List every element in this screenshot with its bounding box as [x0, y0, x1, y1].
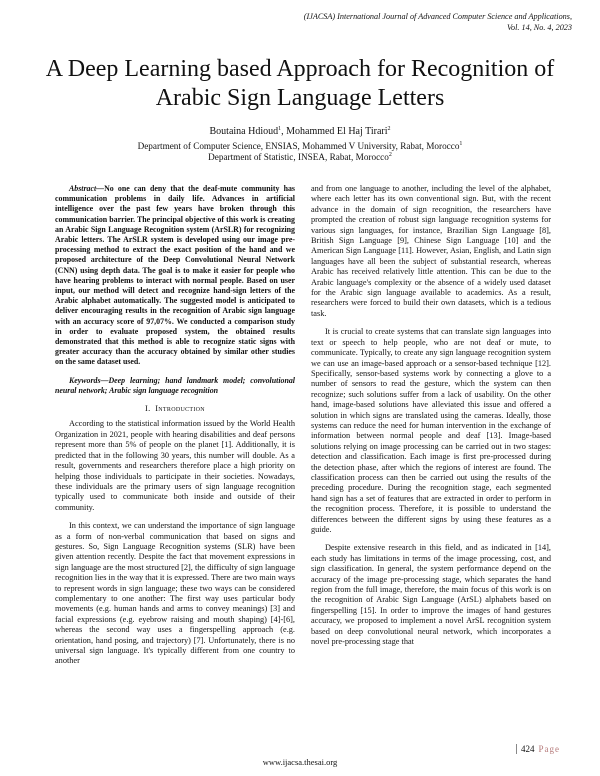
abstract: [55, 184, 295, 368]
journal-header: [212, 12, 572, 33]
affiliation-2-text: Department of Statistic, INSEA, Rabat, Morocco: [208, 152, 389, 162]
footer-url[interactable]: www.ijacsa.thesai.org: [262, 757, 338, 767]
author-separator: ,: [281, 126, 287, 137]
abstract-body: No one can deny that the deaf-mute community has communication problems in daily life. Advances in artificial intelligence over the past few years have broken through this communication barrier. The principal objective of this work is creating an Arabic Sign Language Recognition system (ArSLR) for recognizing Arabic letters. The ArSLR system is developed using our image pre-processing method to extract the exact position of the hand and we proposed architecture of the Deep Convolutional Neural Network (CNN) using depth data. The goal is to make it easier for people who have hearing problems to interact with normal people. Based on user input, our method will detect and recognize hand-sign letters of the Arabic alphabet automatically. The suggested model is anticipated to deliver encouraging results in the recognition of Arabic sign language with an accuracy score of 97,07%. We conducted a comparison study in order to evaluate proposed system, the obtained results demonstrated that this method is able to recognize static signs with greater accuracy than the accuracy obtained by similar other studies on the same dataset used.: [55, 184, 295, 367]
intro-paragraph-2: In this context, we can understand the importance of sign language as a form of non-verbal communication that based on signs and gestures. So, Sign Language Recognition systems (SLR) have been given attention recently. Despite the fact that movement expressions in sign language are the most structured [2], the difficulty of sign language recognition lies in the way that it is expressed. There are two main ways to represent words in sign language; these two ways can be considered complementary to one another: The first way uses particular body movements (e.g. human hands and arms to convey meanings) [3] and facial expressions (e.g. eyebrow raising and mouth shaping) [4]-[6], whereas the second way uses a fingerspelling approach (e.g. orientation, hand posing, and trajectory) [7]. Unfortunately, there is no universal sign language. It's typically different from one country to another: [55, 521, 295, 666]
left-column: [55, 184, 295, 675]
section-title: Introduction: [155, 404, 205, 414]
affiliation-1-mark: 1: [459, 141, 463, 147]
affiliation-1-text: Department of Computer Science, ENSIAS, Mohammed V University, Rabat, Morocco: [137, 141, 460, 151]
page-number-box: [516, 744, 560, 754]
page-label: Page: [538, 744, 560, 754]
keywords: [55, 376, 295, 396]
abstract-lead: Abstract—: [69, 184, 105, 193]
paper-title: A Deep Learning based Approach for Recognition of Arabic Sign Language Letters: [45, 56, 555, 111]
intro-paragraph-4: It is crucial to create systems that can translate sign languages into text or speech to help people, who are not deaf or mute, to communicate. Typically, to create any sign language recognition system we can use an image-based approach or a sensor-based technique [12]. Specifically, sensor-based systems work by connecting a glove to a number of sensors to read the gesture, which the system can then recognize; such solutions suffer from a lack of usability. On the other hand, image-based solutions have alleviated this issue and offered a solution in which signs are translated using the cameras. Ideally, those systems can reduce the need for human intervention in the exchange of information between normal people and deaf [13]. Image-based solutions relying on image processing can be carried out in two stages: detection and classification. Each image is first pre-processed during the detection phase, after which the regions of interest are found. The classification process can then be carried out using the results of the preceding procedure. During the recognition stage, each segmented hand sign has a set of features that are extracted in order to perform in the recognition process. Therefore, it is possible to understand the differences between the different signs by using these features as a guide.: [311, 327, 551, 534]
author-1-mark: 1: [278, 126, 282, 132]
page-number: 424: [521, 744, 535, 754]
journal-volume: Vol. 14, No. 4, 2023: [506, 22, 572, 32]
section-number: I.: [145, 404, 151, 414]
intro-paragraph-5: Despite extensive research in this field, and as indicated in [14], each study has limitations in terms of the image processing, cost, and sign classification. In general, the system performance depend on the accuracy of the image pre-processing stage, which separates the hand region from the full image, therefore, the main focus of this work is on the recognition of Arabic Sign Language (ArSL) alphabets based on fingerspelling [15]. In order to improve the images of hand gestures accuracy, we proposed to implement a novel ArSL recognition system based on deep convolutional neural network, which incorporates a novel pre-processing stage that: [311, 543, 551, 647]
journal-name: (IJACSA) International Journal of Advanced Computer Science and Applications,: [303, 12, 572, 21]
affiliation-1: [0, 141, 600, 152]
right-column: [311, 184, 551, 655]
keywords-body: Deep learning; hand landmark model; convolutional neural network; Arabic sign language recognition: [55, 375, 295, 395]
section-heading: [55, 404, 295, 414]
author-2-mark: 2: [387, 126, 391, 132]
intro-paragraph-3: and from one language to another, including the level of the alphabet, where each letter has its own conventional sign. But, with the recent advance in the domain of sign recognition, the researchers have prompted the creation of robust sign language recognition systems for various sign languages, for instance, Brazilian Sign Language [8], British Sign Language [9], Chinese Sign Language [10] and the American Sign Language [11]. However, Asian, English, and Latin sign languages have all been the subject of substantial research, whereas Arabic has received relatively little attention. This can be due to the Arabic language's complexity or the absence of a widely used dataset for the Arabic sign language available to academics. As a result, researchers were forced to build their own datasets, which is a tedious task.: [311, 184, 551, 318]
keywords-lead: Keywords—: [69, 375, 109, 385]
author-2: Mohammed El Haj Tirari: [286, 126, 388, 137]
authors: [0, 126, 600, 138]
author-1: Boutaina Hdioud: [209, 126, 279, 137]
affiliation-2: [0, 152, 600, 163]
intro-paragraph-1: According to the statistical information issued by the World Health Organization in 2021, people with hearing disabilities and deaf persons represent more than 5% of people on the planet [1]. Additionally, it is predicted that in the following 30 years, this number will double. As a result, governments and researchers therefore place a high priority on helping those individuals to participate in their societies. Nowadays, these individuals are the primary users of sign language recognition typically used to communicate both inside and outside of their community.: [55, 419, 295, 512]
affiliation-2-mark: 2: [388, 152, 392, 158]
